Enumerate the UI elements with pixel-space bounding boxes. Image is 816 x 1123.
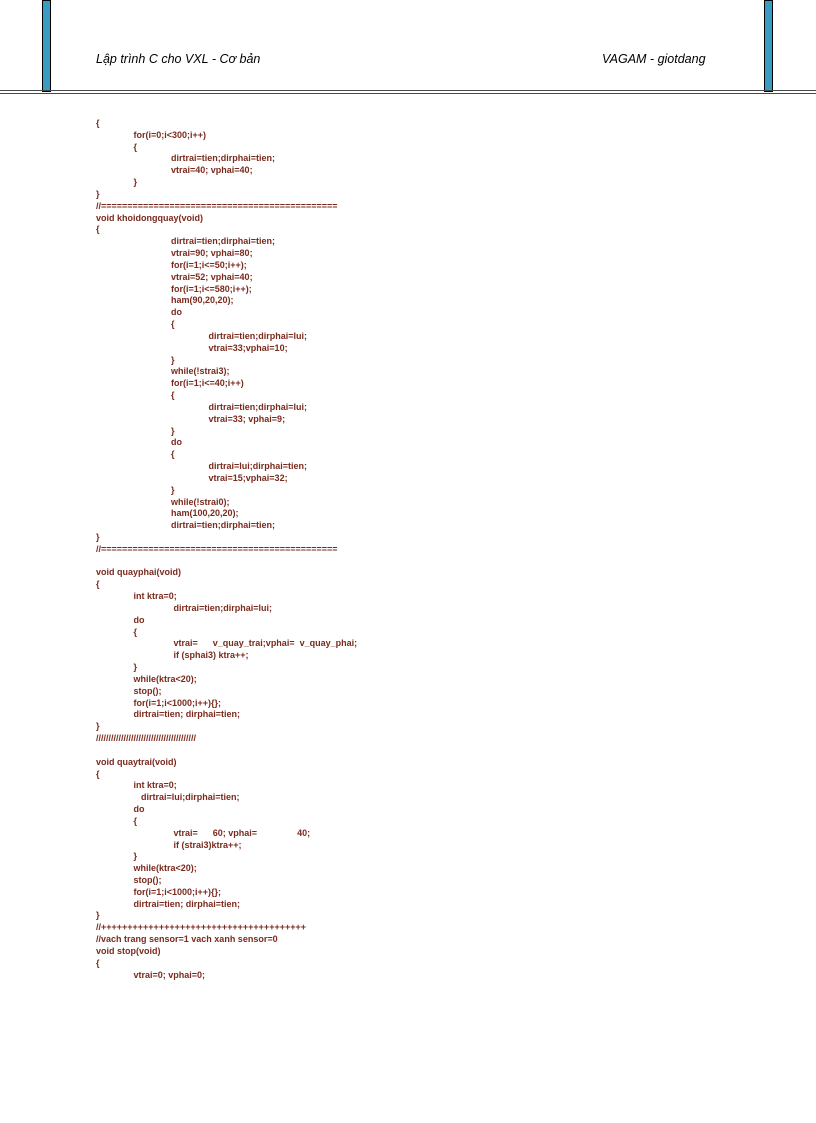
code-line: dirtrai=tien; dirphai=tien; [96, 709, 241, 720]
code-line [96, 556, 736, 568]
code-line: vtrai= 60; vphai= 40; [96, 827, 311, 838]
code-line: { [96, 141, 138, 152]
code-line: } [96, 910, 100, 921]
code-line: { [96, 815, 138, 826]
header-left-title: Lập trình C cho VXL - Cơ bản [96, 52, 261, 66]
code-line: vtrai=33; vphai=9; [96, 413, 286, 424]
code-line: int ktra=0; [96, 780, 177, 791]
code-line: } [96, 721, 100, 732]
code-line: //vach trang sensor=1 vach xanh sensor=0 [96, 934, 278, 945]
code-line: vtrai=33;vphai=10; [96, 342, 288, 353]
code-line: //////////////////////////////////////// [96, 733, 197, 744]
code-line: void quaytrai(void) [96, 756, 177, 767]
code-line: int ktra=0; [96, 591, 177, 602]
code-line: dirtrai=tien;dirphai=lui; [96, 602, 273, 613]
code-line: for(i=0;i<300;i++) [96, 129, 207, 140]
code-line: if (sphai3) ktra++; [96, 650, 249, 661]
code-line: //+++++++++++++++++++++++++++++++++++++++ [96, 922, 306, 933]
code-line: dirtrai=tien;dirphai=tien; [96, 520, 276, 531]
code-line: while(!strai0); [96, 496, 230, 507]
code-line: { [96, 579, 100, 590]
code-line: stop(); [96, 685, 162, 696]
code-line: for(i=1;i<=580;i++); [96, 283, 252, 294]
code-line: dirtrai=tien;dirphai=tien; [96, 236, 276, 247]
code-line: do [96, 437, 183, 448]
code-line: } [96, 354, 175, 365]
code-line: vtrai=52; vphai=40; [96, 271, 253, 282]
left-accent-bar [42, 0, 51, 92]
code-line: //============================================= [96, 543, 338, 554]
code-line: dirtrai=lui;dirphai=tien; [96, 461, 308, 472]
code-line: { [96, 626, 138, 637]
code-line: while(ktra<20); [96, 673, 197, 684]
code-line: do [96, 804, 145, 815]
code-line: { [96, 319, 175, 330]
code-line: for(i=1;i<=40;i++) [96, 378, 244, 389]
code-line: } [96, 177, 138, 188]
code-line: dirtrai=lui;dirphai=tien; [96, 792, 240, 803]
code-line: { [96, 768, 100, 779]
code-line: do [96, 614, 145, 625]
code-line: } [96, 188, 100, 199]
header-right-title: VAGAM - giotdang [602, 52, 706, 66]
code-line [96, 745, 736, 757]
code-line: dirtrai=tien;dirphai=lui; [96, 330, 308, 341]
header-rule-bottom [0, 93, 816, 94]
code-line: dirtrai=tien;dirphai=lui; [96, 401, 308, 412]
code-line: vtrai=40; vphai=40; [96, 165, 253, 176]
code-line: for(i=1;i<1000;i++){}; [96, 886, 222, 897]
code-line: if (strai3)ktra++; [96, 839, 242, 850]
code-line: for(i=1;i<=50;i++); [96, 259, 247, 270]
code-line: { [96, 118, 100, 128]
code-line: } [96, 662, 138, 673]
code-line: } [96, 484, 175, 495]
code-line: { [96, 390, 175, 401]
code-line: while(!strai3); [96, 366, 230, 377]
right-accent-bar [764, 0, 773, 92]
code-line: vtrai=0; vphai=0; [96, 969, 206, 980]
code-line: } [96, 851, 138, 862]
code-line: while(ktra<20); [96, 863, 197, 874]
code-line: //============================================= [96, 200, 338, 211]
code-line: vtrai=15;vphai=32; [96, 472, 288, 483]
code-line: vtrai=90; vphai=80; [96, 248, 253, 259]
code-line: for(i=1;i<1000;i++){}; [96, 697, 222, 708]
code-line: { [96, 449, 175, 460]
code-block [96, 118, 736, 981]
code-line: { [96, 957, 100, 968]
code-line: { [96, 224, 100, 235]
code-line: do [96, 307, 183, 318]
code-line: vtrai= v_quay_trai;vphai= v_quay_phai; [96, 638, 358, 649]
header-rule-top [0, 90, 816, 91]
code-line: ham(90,20,20); [96, 295, 234, 306]
code-line: } [96, 531, 100, 542]
code-line: stop(); [96, 875, 162, 885]
code-line: dirtrai=tien; dirphai=tien; [96, 898, 241, 909]
code-line: ham(100,20,20); [96, 508, 239, 519]
code-line: } [96, 425, 175, 436]
code-line: void quayphai(void) [96, 567, 182, 578]
code-line: void khoidongquay(void) [96, 212, 203, 223]
code-line: dirtrai=tien;dirphai=tien; [96, 153, 276, 164]
code-line: void stop(void) [96, 945, 161, 956]
